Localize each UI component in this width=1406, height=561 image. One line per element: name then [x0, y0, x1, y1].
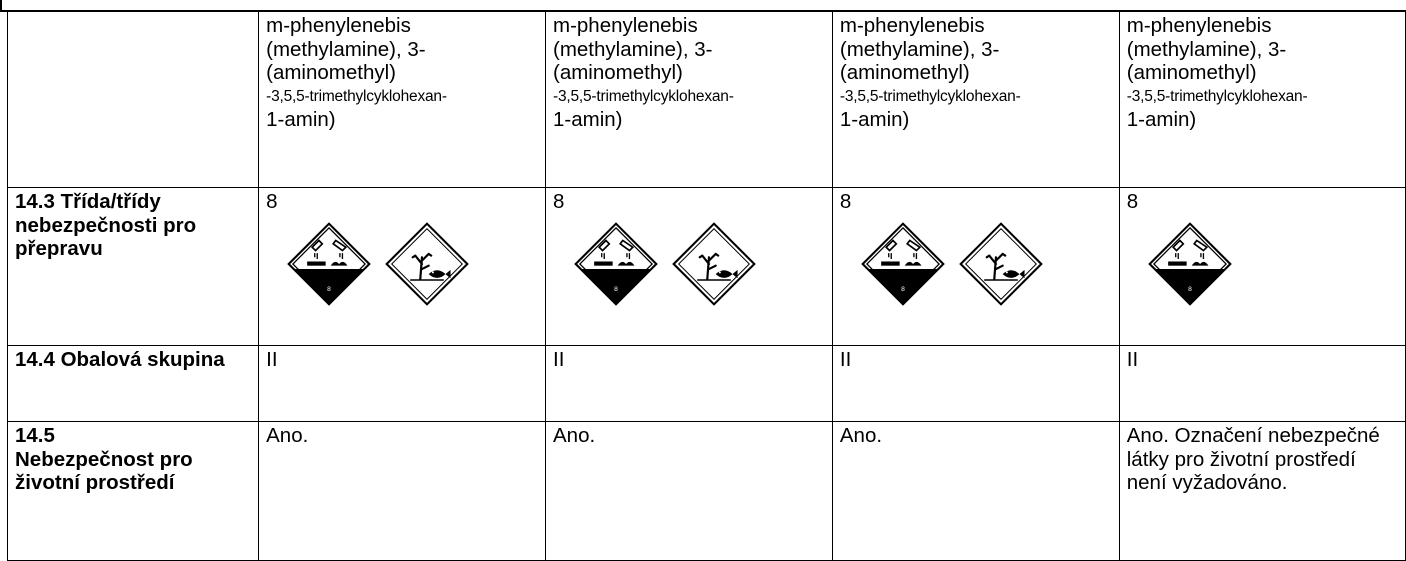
- hazard-class-value: 8: [266, 190, 278, 213]
- hazard-class-cell: [1119, 188, 1405, 346]
- table-row-environment: [8, 422, 1406, 561]
- chemical-name-cell: [259, 12, 546, 188]
- environment-label-text: Nebezpečnost pro životní prostředí: [15, 447, 193, 494]
- table-row-packing-group: [8, 346, 1406, 422]
- chemical-name-line: (aminomethyl): [266, 61, 396, 84]
- pictogram-row: [1148, 222, 1399, 306]
- hazard-class-value: 8: [553, 190, 565, 213]
- chemical-name-line: (methylamine), 3-: [553, 37, 713, 61]
- chemical-name-line: -3,5,5-trimethylcyklohexan-: [1126, 87, 1308, 105]
- transport-info-table: [7, 11, 1406, 561]
- packing-group-value: II: [259, 346, 546, 422]
- environment-value: Ano.: [259, 422, 546, 561]
- chemical-name-line: -3,5,5-trimethylcyklohexan-: [553, 87, 734, 105]
- chemical-name-line: 1-amin): [839, 107, 910, 131]
- chemical-name-line: 1-amin): [1126, 107, 1197, 131]
- chemical-name-line: (aminomethyl): [553, 61, 683, 84]
- corrosive-icon: [574, 222, 658, 306]
- chemical-name-cell: [832, 12, 1119, 188]
- environment-icon: [385, 222, 469, 306]
- corrosive-icon: [861, 222, 945, 306]
- environment-label-number: 14.5: [15, 424, 55, 447]
- hazard-class-cell: [832, 188, 1119, 346]
- packing-group-label: 14.4 Obalová skupina: [8, 346, 259, 422]
- chemical-name-cell: [546, 12, 833, 188]
- chemical-name-line: -3,5,5-trimethylcyklohexan-: [839, 87, 1021, 105]
- chemical-name-line: (aminomethyl): [1126, 61, 1257, 84]
- pictogram-row: [861, 222, 1113, 306]
- chemical-name-line: m-phenylenebis: [839, 14, 985, 37]
- chemical-name-line: (methylamine), 3-: [266, 37, 426, 61]
- packing-group-value: II: [832, 346, 1119, 422]
- environment-value: Ano.: [832, 422, 1119, 561]
- environment-icon: [959, 222, 1043, 306]
- table-row-chemical-name: [8, 12, 1406, 188]
- environment-value: Ano. Označení nebezpečné látky pro životní prostředí není vyžadováno.: [1119, 422, 1405, 561]
- chemical-name-line: m-phenylenebis: [266, 14, 411, 37]
- chemical-name-line: m-phenylenebis: [553, 14, 698, 37]
- chemical-name-line: 1-amin): [553, 107, 623, 131]
- environment-icon: [672, 222, 756, 306]
- hazard-class-cell: [546, 188, 833, 346]
- hazard-class-value: 8: [1126, 190, 1139, 213]
- chemical-name-line: (methylamine), 3-: [839, 37, 1000, 61]
- pictogram-row: [574, 222, 826, 306]
- hazard-class-cell: [259, 188, 546, 346]
- hazard-class-value: 8: [839, 190, 852, 213]
- environment-label: [8, 422, 259, 561]
- chemical-name-line: (methylamine), 3-: [1126, 37, 1287, 61]
- corrosive-icon: [287, 222, 371, 306]
- chemical-name-line: (aminomethyl): [839, 61, 970, 84]
- packing-group-value: II: [1119, 346, 1405, 422]
- chemical-name-cell: [1119, 12, 1405, 188]
- environment-value: Ano.: [546, 422, 833, 561]
- chemical-name-line: m-phenylenebis: [1126, 14, 1272, 37]
- table-row-hazard-class: [8, 188, 1406, 346]
- corrosive-icon: [1148, 222, 1232, 306]
- empty-label-cell: [8, 12, 259, 188]
- hazard-class-label: 14.3 Třída/třídy nebezpečnosti pro přepravu: [8, 188, 259, 346]
- chemical-name-line: -3,5,5-trimethylcyklohexan-: [266, 87, 447, 105]
- pictogram-row: [287, 222, 539, 306]
- packing-group-value: II: [546, 346, 833, 422]
- chemical-name-line: 1-amin): [266, 107, 336, 131]
